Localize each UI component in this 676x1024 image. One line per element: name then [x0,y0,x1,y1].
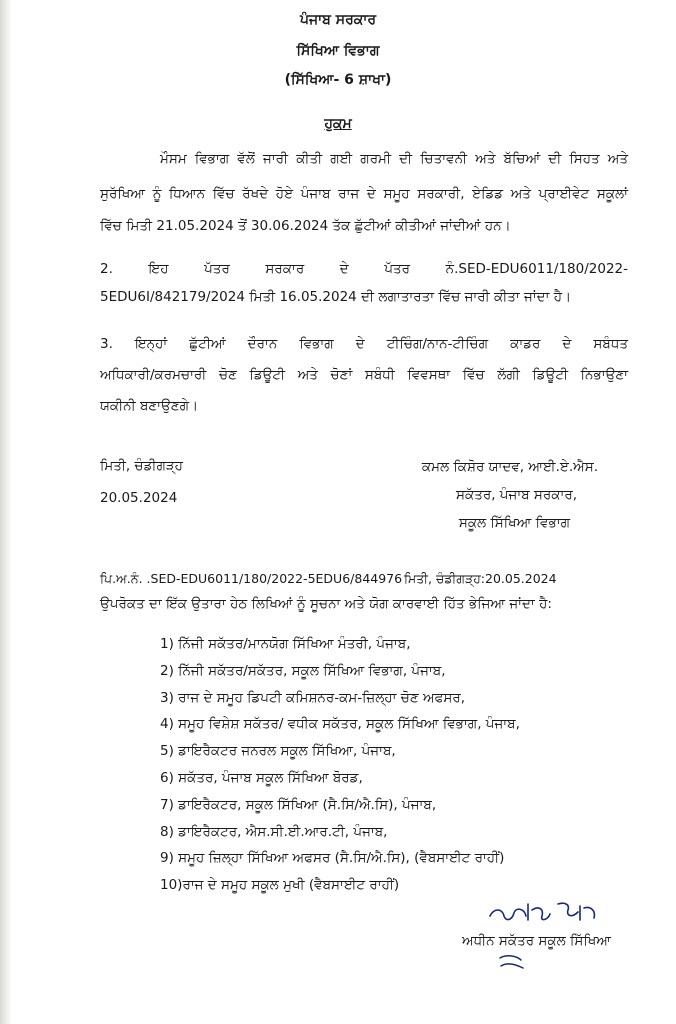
list-item: 4) ਸਮੂਹ ਵਿਸ਼ੇਸ਼ ਸਕੱਤਰ/ ਵਧੀਕ ਸਕੱਤਰ, ਸਕੂਲ ਸਿੱਖਿਆ ਵਿਭਾਗ, ਪੰਜਾਬ, [160,716,520,733]
list-item: 3) ਰਾਜ ਦੇ ਸਮੂਹ ਡਿਪਟੀ ਕਮਿਸ਼ਨਰ-ਕਮ-ਜ਼ਿਲ੍ਹਾ ਚੋਣ ਅਫਸਰ, [160,689,466,706]
date-place-label: ਮਿਤੀ, ਚੰਡੀਗੜ੍ਹ [100,458,183,474]
signatory-department: ਸਕੂਲ ਸਿੱਖਿਆ ਵਿਭਾਗ [458,515,570,531]
order-title: ਹੁਕਮ [324,116,352,132]
para1-line1: ਮੌਸਮ ਵਿਭਾਗ ਵੱਲੋਂ ਜਾਰੀ ਕੀਤੀ ਗਈ ਗਰਮੀ ਦੀ ਚਿਤਾਵਨੀ ਅਤੇ ਬੱਚਿਆਂ ਦੀ ਸਿਹਤ ਅਤੇ [160,151,628,167]
para3-line3: ਯਕੀਨੀ ਬਣਾਉਣਗੇ। [100,398,199,414]
list-item: 7) ਡਾਇਰੈਕਟਰ, ਸਕੂਲ ਸਿੱਖਿਆ (ਸੈ.ਸਿ/ਐ.ਸਿ), ਪੰਜਾਬ, [160,796,437,813]
para2-line1: 2. ਇਹ ਪੱਤਰ ਸਰਕਾਰ ਦੇ ਪੱਤਰ ਨੰ.SED-EDU6011/180/2022- [100,261,628,277]
signatory-name: ਕਮਲ ਕਿਸ਼ੋਰ ਯਾਦਵ, ਆਈ.ਏ.ਐਸ. [421,459,598,475]
para2-line2: 5EDU6I/842179/2024 ਮਿਤੀ 16.05.2024 ਦੀ ਲਗਾਤਾਰਤਾ ਵਿੱਚ ਜਾਰੀ ਕੀਤਾ ਜਾਂਦਾ ਹੈ। [100,289,572,305]
page-edge-shadow [0,0,12,1024]
para1-line2: ਸੁਰੱਖਿਆ ਨੂੰ ਧਿਆਨ ਵਿੱਚ ਰੱਖਦੇ ਹੋਏ ਪੰਜਾਬ ਰਾਜ ਦੇ ਸਮੂਹ ਸਰਕਾਰੀ, ਏਡਿਡ ਅਤੇ ਪ੍ਰਾਈਵੇਟ ਸਕੂਲਾਂ [100,186,628,202]
list-item: 6) ਸਕੱਤਰ, ਪੰਜਾਬ ਸਕੂਲ ਸਿੱਖਿਆ ਬੋਰਡ, [160,769,363,786]
initials-mark [497,952,527,972]
endorsement-ref-date: ਮਿਤੀ, ਚੰਡੀਗੜ੍ਹ:20.05.2024 [404,571,557,586]
endorsement-ref-number: ਪਿ.ਅ.ਨੰ. .SED-EDU6011/180/2022-5EDU6/844976 [100,571,403,586]
footer-designation: ਅਧੀਨ ਸਕੱਤਰ ਸਕੂਲ ਸਿੱਖਿਆ [462,933,611,949]
signatory-designation: ਸਕੱਤਰ, ਪੰਜਾਬ ਸਰਕਾਰ, [456,487,577,503]
order-date: 20.05.2024 [100,490,178,506]
para3-line2: ਅਧਿਕਾਰੀ/ਕਰਮਚਾਰੀ ਚੋਣ ਡਿਊਟੀ ਅਤੇ ਚੋਣਾਂ ਸਬੰਧੀ ਵਿਵਸਥਾ ਵਿੱਚ ਲੱਗੀ ਡਿਊਟੀ ਨਿਭਾਉਣਾ [100,367,628,383]
recipient-list [160,636,520,904]
list-item: 1) ਨਿੱਜੀ ਸਕੱਤਰ/ਮਾਨਯੋਗ ਸਿੱਖਿਆ ਮੰਤਰੀ, ਪੰਜਾਬ, [160,636,411,652]
header-department: ਸਿੱਖਿਆ ਵਿਭਾਗ [296,43,380,59]
para3-line1: 3. ਇਨ੍ਹਾਂ ਛੁੱਟੀਆਂ ਦੌਰਾਨ ਵਿਭਾਗ ਦੇ ਟੀਚਿੰਗ/ਨਾਨ-ਟੀਚਿੰਗ ਕਾਡਰ ਦੇ ਸਬੰਧਤ [100,336,628,352]
endorsement-intro: ਉਪਰੋਕਤ ਦਾ ਇੱਕ ਉਤਾਰਾ ਹੇਠ ਲਿਖਿਆਂ ਨੂੰ ਸੂਚਨਾ ਅਤੇ ਯੋਗ ਕਾਰਵਾਈ ਹਿੱਤ ਭੇਜਿਆ ਜਾਂਦਾ ਹੈ: [100,596,552,612]
list-item: 10)ਰਾਜ ਦੇ ਸਮੂਹ ਸਕੂਲ ਮੁਖੀ (ਵੈਬਸਾਈਟ ਰਾਹੀਂ) [160,877,400,894]
header-government: ਪੰਜਾਬ ਸਰਕਾਰ [299,12,377,28]
list-item: 9) ਸਮੂਹ ਜ਼ਿਲ੍ਹਾ ਸਿੱਖਿਆ ਅਫਸਰ (ਸੈ.ਸਿ/ਐ.ਸਿ), (ਵੈਬਸਾਈਟ ਰਾਹੀਂ) [160,850,505,867]
list-item: 2) ਨਿੱਜੀ ਸਕੱਤਰ/ਸਕੱਤਰ, ਸਕੂਲ ਸਿੱਖਿਆ ਵਿਭਾਗ, ਪੰਜਾਬ, [160,662,446,679]
para1-line3: ਵਿੱਚ ਮਿਤੀ 21.05.2024 ਤੋਂ 30.06.2024 ਤੱਕ ਛੁੱਟੀਆਂ ਕੀਤੀਆਂ ਜਾਂਦੀਆਂ ਹਨ। [100,218,511,234]
header-branch: (ਸਿੱਖਿਆ- 6 ਸ਼ਾਖਾ) [284,72,392,88]
list-item: 5) ਡਾਇਰੈਕਟਰ ਜਨਰਲ ਸਕੂਲ ਸਿੱਖਿਆ, ਪੰਜਾਬ, [160,743,396,760]
handwritten-signature [484,896,614,932]
list-item: 8) ਡਾਇਰੈਕਟਰ, ਐਸ.ਸੀ.ਈ.ਆਰ.ਟੀ, ਪੰਜਾਬ, [160,823,388,840]
